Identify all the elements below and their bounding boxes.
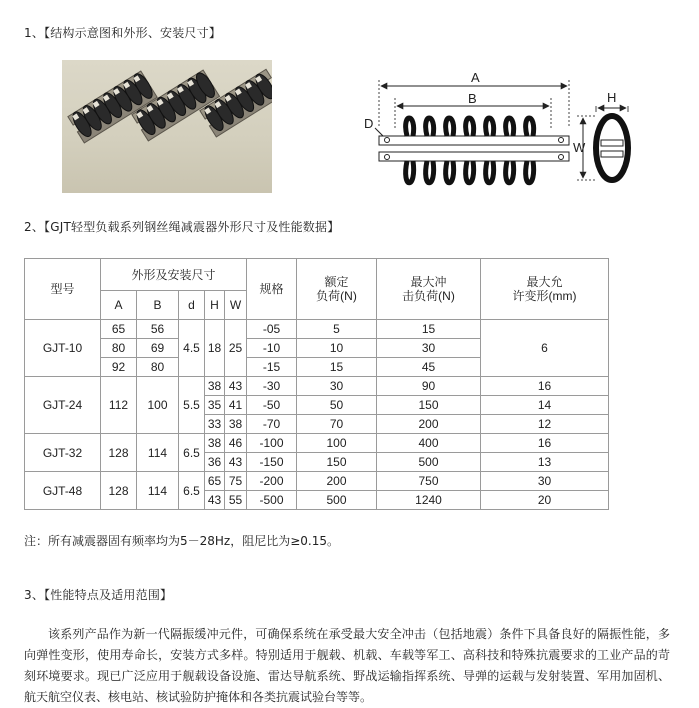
cell-h: 38	[205, 377, 225, 396]
cell-deform: 13	[481, 453, 609, 472]
header-spec: 规格	[247, 259, 297, 320]
cell-b: 100	[137, 377, 179, 434]
header-model: 型号	[25, 259, 101, 320]
cell-spec: -05	[247, 320, 297, 339]
section-3-title: 3、【性能特点及适用范围】	[24, 588, 173, 602]
label-h: H	[607, 90, 617, 105]
bottom-rail	[379, 152, 569, 161]
cell-impact: 150	[377, 396, 481, 415]
cell-deform: 20	[481, 491, 609, 510]
cell-b: 69	[137, 339, 179, 358]
spec-table	[24, 258, 609, 510]
wire-coils	[406, 118, 534, 183]
cell-impact: 15	[377, 320, 481, 339]
table-row	[25, 377, 609, 396]
cell-h: 36	[205, 453, 225, 472]
table-row	[25, 320, 609, 339]
cell-spec: -50	[247, 396, 297, 415]
cell-spec: -15	[247, 358, 297, 377]
header-d: d	[179, 291, 205, 320]
cell-spec: -150	[247, 453, 297, 472]
cell-impact: 750	[377, 472, 481, 491]
cell-rated: 150	[297, 453, 377, 472]
cell-rated: 70	[297, 415, 377, 434]
header-b: B	[137, 291, 179, 320]
cell-h: 18	[205, 320, 225, 377]
label-a: A	[471, 72, 480, 85]
header-max-deform: 最大允 许变形(mm)	[481, 259, 609, 320]
cell-w: 25	[225, 320, 247, 377]
dimension-diagram	[355, 72, 645, 202]
cell-b: 80	[137, 358, 179, 377]
cell-deform: 12	[481, 415, 609, 434]
header-rated-load: 额定 负荷(N)	[297, 259, 377, 320]
cell-rated: 50	[297, 396, 377, 415]
isolator-photo-image	[62, 60, 272, 193]
cell-a: 80	[101, 339, 137, 358]
top-rail	[379, 136, 569, 145]
cell-rated: 5	[297, 320, 377, 339]
header-max-impact: 最大冲 击负荷(N)	[377, 259, 481, 320]
cell-deform: 16	[481, 434, 609, 453]
cell-d: 6.5	[179, 472, 205, 510]
cell-impact: 90	[377, 377, 481, 396]
cell-w: 75	[225, 472, 247, 491]
header-dims: 外形及安装尺寸	[101, 259, 247, 291]
cell-impact: 200	[377, 415, 481, 434]
cell-w: 41	[225, 396, 247, 415]
cell-deform: 16	[481, 377, 609, 396]
cell-spec: -100	[247, 434, 297, 453]
description-paragraph: 该系列产品作为新一代隔振缓冲元件，可确保系统在承受最大安全冲击（包括地震）条件下具备良好的隔振性能，多向弹性变形，使用寿命长，安装方式多样。特别适用于舰载、机载、车载等军工、高科技和特殊抗震要求的工业产品的苛刻环境要求。现已广泛应用于舰载设备设施、雷达导航系统、野战运输指挥系统、导弹的运载与发射装置、军用加固机、航天航空仪表、核电站、核试验防护掩体和各类抗震试验台等等。	[24, 627, 670, 704]
cell-spec: -30	[247, 377, 297, 396]
cell-spec: -500	[247, 491, 297, 510]
cell-rated: 100	[297, 434, 377, 453]
cell-a: 65	[101, 320, 137, 339]
product-photo	[62, 60, 272, 193]
cell-deform: 30	[481, 472, 609, 491]
footnote: 注：所有减震器固有频率均为5－28Hz，阻尼比为≥0.15。	[24, 534, 340, 548]
model-cell: GJT-32	[25, 434, 101, 472]
cell-spec: -70	[247, 415, 297, 434]
cell-rated: 10	[297, 339, 377, 358]
cell-w: 38	[225, 415, 247, 434]
cell-b: 114	[137, 472, 179, 510]
cell-w: 43	[225, 453, 247, 472]
label-w: W	[573, 140, 586, 155]
cell-d: 4.5	[179, 320, 205, 377]
label-d: D	[364, 116, 374, 131]
cell-rated: 30	[297, 377, 377, 396]
isolator-unit-3	[200, 69, 272, 137]
cell-rated: 200	[297, 472, 377, 491]
table-row	[25, 472, 609, 491]
section-2-title: 2、【GJT轻型负载系列钢丝绳减震器外形尺寸及性能数据】	[24, 220, 340, 234]
cell-w: 43	[225, 377, 247, 396]
header-w: W	[225, 291, 247, 320]
model-cell: GJT-48	[25, 472, 101, 510]
header-a: A	[101, 291, 137, 320]
cell-h: 33	[205, 415, 225, 434]
cell-d: 5.5	[179, 377, 205, 434]
cell-rated: 500	[297, 491, 377, 510]
model-cell: GJT-10	[25, 320, 101, 377]
cell-spec: -10	[247, 339, 297, 358]
cell-impact: 1240	[377, 491, 481, 510]
cell-deform: 6	[481, 320, 609, 377]
cell-h: 38	[205, 434, 225, 453]
model-cell: GJT-24	[25, 377, 101, 434]
header-h: H	[205, 291, 225, 320]
cell-deform: 14	[481, 396, 609, 415]
cell-w: 55	[225, 491, 247, 510]
cell-a: 112	[101, 377, 137, 434]
table-row	[25, 434, 609, 453]
cell-b: 114	[137, 434, 179, 472]
cell-d: 6.5	[179, 434, 205, 472]
cell-w: 46	[225, 434, 247, 453]
cell-a: 128	[101, 472, 137, 510]
label-b: B	[468, 91, 477, 106]
cell-a: 128	[101, 434, 137, 472]
cell-impact: 400	[377, 434, 481, 453]
cell-h: 35	[205, 396, 225, 415]
cell-impact: 500	[377, 453, 481, 472]
section-1-title: 1、【结构示意图和外形、安装尺寸】	[24, 26, 222, 40]
cell-b: 56	[137, 320, 179, 339]
cell-h: 65	[205, 472, 225, 491]
cell-a: 92	[101, 358, 137, 377]
cell-h: 43	[205, 491, 225, 510]
cell-spec: -200	[247, 472, 297, 491]
cell-impact: 45	[377, 358, 481, 377]
cell-impact: 30	[377, 339, 481, 358]
cell-rated: 15	[297, 358, 377, 377]
